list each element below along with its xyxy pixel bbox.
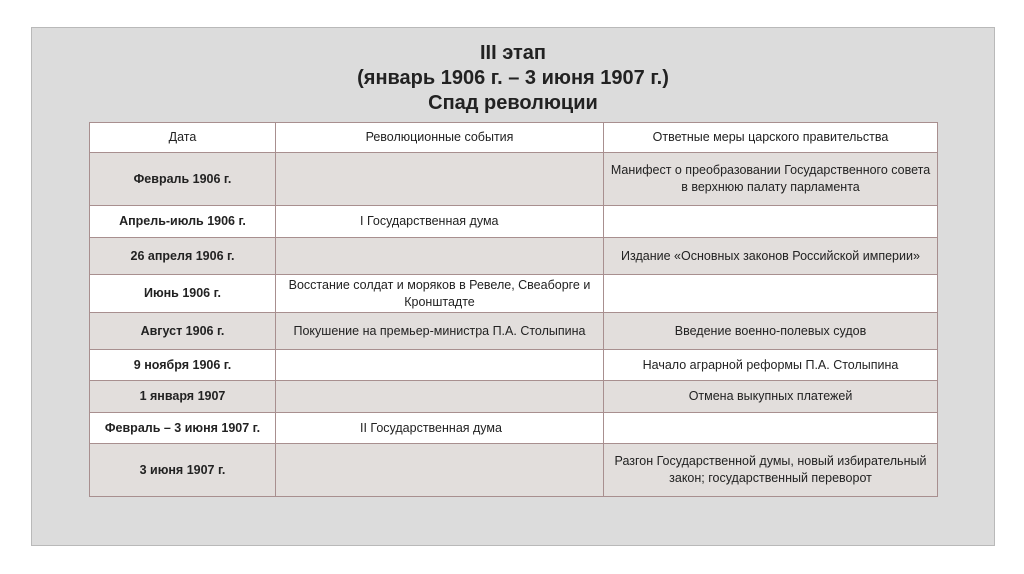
row-response: Манифест о преобразовании Государственного совета в верхнюю палату парламента <box>604 153 938 206</box>
row-date: Август 1906 г. <box>90 313 276 350</box>
title-subtitle: Спад революции <box>428 92 598 114</box>
row-response <box>604 413 938 444</box>
row-date: Февраль – 3 июня 1907 г. <box>90 413 276 444</box>
row-date: 9 ноября 1906 г. <box>90 350 276 381</box>
header-response: Ответные меры царского правительства <box>604 123 938 153</box>
table-row <box>90 313 938 350</box>
table-row <box>90 444 938 497</box>
header-date: Дата <box>90 123 276 153</box>
row-response: Издание «Основных законов Российской империи» <box>604 238 938 275</box>
row-response: Отмена выкупных платежей <box>604 381 938 413</box>
table-row <box>90 381 938 413</box>
table-row <box>90 275 938 313</box>
title-period: (январь 1906 г. – 3 июня 1907 г.) <box>357 67 669 89</box>
row-event <box>276 153 604 206</box>
row-response <box>604 275 938 313</box>
table-row <box>90 350 938 381</box>
row-date: Июнь 1906 г. <box>90 275 276 313</box>
row-event <box>276 444 604 497</box>
title-stage: III этап <box>479 42 546 64</box>
table-header-row <box>90 123 938 153</box>
slide-title <box>32 41 994 116</box>
row-response: Начало аграрной реформы П.А. Столыпина <box>604 350 938 381</box>
row-event <box>276 350 604 381</box>
table-row <box>90 153 938 206</box>
row-event <box>276 238 604 275</box>
row-event: I Государственная дума <box>276 206 604 238</box>
row-response: Введение военно-полевых судов <box>604 313 938 350</box>
row-event: Восстание солдат и моряков в Ревеле, Свеаборге и Кронштадте <box>276 275 604 313</box>
row-event <box>276 381 604 413</box>
header-events: Революционные события <box>276 123 604 153</box>
row-response <box>604 206 938 238</box>
row-date: 26 апреля 1906 г. <box>90 238 276 275</box>
row-date: Февраль 1906 г. <box>90 153 276 206</box>
slide <box>31 27 995 546</box>
row-date: 3 июня 1907 г. <box>90 444 276 497</box>
row-date: 1 января 1907 <box>90 381 276 413</box>
events-table <box>89 122 938 497</box>
row-date: Апрель-июль 1906 г. <box>90 206 276 238</box>
row-response: Разгон Государственной думы, новый избирательный закон; государственный переворот <box>604 444 938 497</box>
table-row <box>90 238 938 275</box>
row-event: Покушение на премьер-министра П.А. Столыпина <box>276 313 604 350</box>
table-row <box>90 413 938 444</box>
table-row <box>90 206 938 238</box>
row-event: II Государственная дума <box>276 413 604 444</box>
